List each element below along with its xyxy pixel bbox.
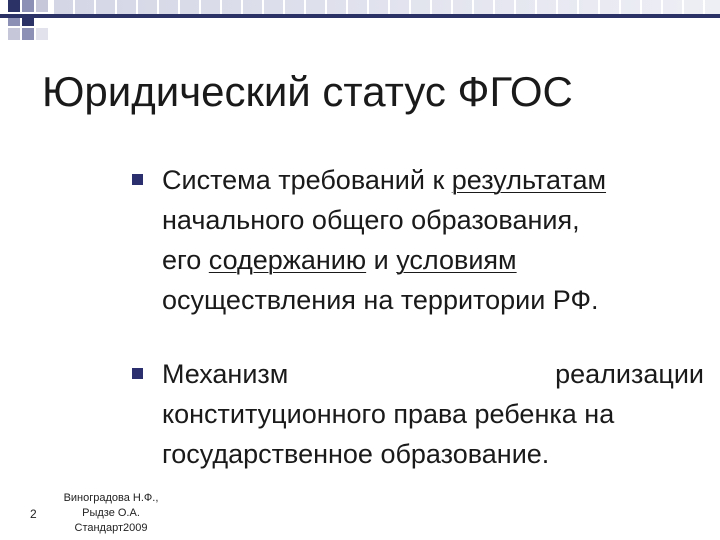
slide-title: Юридический статус ФГОС <box>42 68 573 115</box>
top-divider-line <box>0 14 720 18</box>
decor-square-3 <box>36 0 48 12</box>
author-credit <box>54 491 168 536</box>
top-banner-grid <box>54 0 720 14</box>
bullet-2-line-1: Механизм реализации <box>162 359 704 389</box>
slide-number: 2 <box>30 507 37 521</box>
author-line-3: Стандарт2009 <box>74 522 148 534</box>
underlined-term-conditions: условиям <box>396 245 517 275</box>
decor-square-6 <box>8 28 20 40</box>
bullet-1-line-3: его содержанию и условиям <box>162 245 517 275</box>
author-line-1: Виноградова Н.Ф., <box>63 492 159 504</box>
bullet-list <box>132 160 704 474</box>
bullet-1-line-4: осуществления на территории РФ. <box>162 285 599 315</box>
author-line-2: Рыдзе О.А. <box>82 507 140 519</box>
square-bullet-icon <box>132 174 143 185</box>
underlined-term-content: содержанию <box>208 245 367 275</box>
bullet-2-line-2: конституционного права ребенка на <box>162 399 615 429</box>
bullet-item-1 <box>132 160 704 320</box>
decor-square-7 <box>22 28 34 40</box>
bullet-2-line-3: государственное образование. <box>162 439 550 469</box>
decor-square-2 <box>22 0 34 12</box>
decor-square-8 <box>36 28 48 40</box>
underlined-term-results: результатам <box>451 165 607 195</box>
square-bullet-icon <box>132 368 143 379</box>
decor-square-1 <box>8 0 20 12</box>
bullet-1-line-1: Система требований к результатам <box>162 165 607 195</box>
bullet-item-2 <box>132 354 704 474</box>
bullet-1-line-2: начального общего образования, <box>162 205 580 235</box>
